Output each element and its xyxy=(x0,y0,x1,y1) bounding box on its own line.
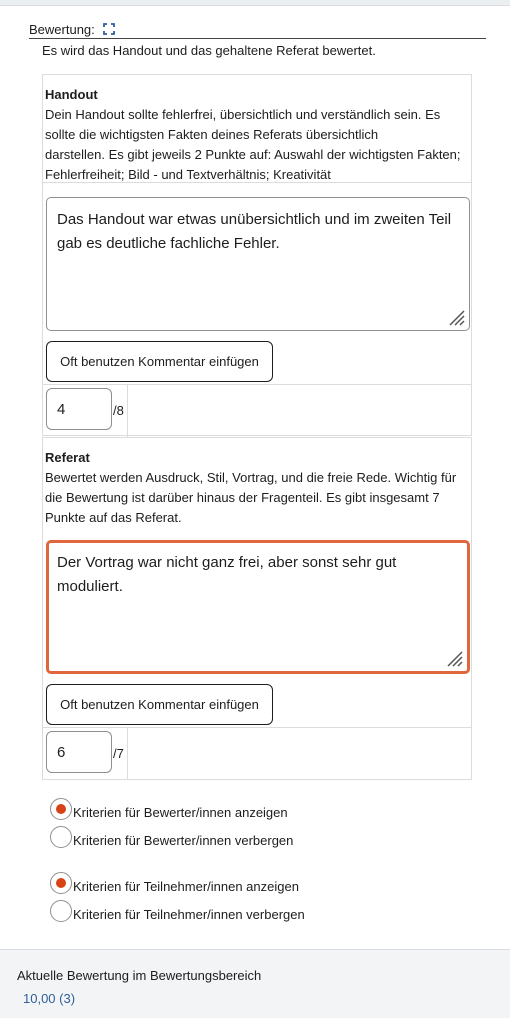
radio-label: Kriterien für Teilnehmer/innen verbergen xyxy=(73,907,305,922)
criterion-header xyxy=(43,75,471,183)
criterion-description: Bewertet werden Ausdruck, Stil, Vortrag, und die freie Rede. Wichtig für die Bewertung ist darüber hinaus der Fragenteil. Es gibt insgesamt 7 Punkte auf das Referat. xyxy=(45,470,457,525)
radio-button[interactable] xyxy=(50,900,72,922)
resize-grip-icon[interactable] xyxy=(447,308,465,326)
remark-textarea[interactable] xyxy=(46,197,470,331)
criterion-title: Referat xyxy=(45,450,90,465)
score-row xyxy=(43,727,471,780)
insert-comment-button[interactable]: Oft benutzen Kommentar einfügen xyxy=(46,684,273,725)
radio-label: Kriterien für Bewerter/innen anzeigen xyxy=(73,805,288,820)
criterion-description: Dein Handout sollte fehlerfrei, übersichtlich und verständlich sein. Es sollte die wichtigsten Fakten deines Referats übersichtlich darstellen. Es gibt jeweils 2 Punkte auf: Auswahl der wichtigsten Fakten; Fehlerfreiheit; Bild - und Textverhältnis; Kreativität xyxy=(45,107,461,182)
score-cell xyxy=(43,385,128,437)
current-grade-value[interactable]: 10,00 (3) xyxy=(23,991,76,1006)
current-grade-footer xyxy=(0,949,510,1018)
radio-label: Kriterien für Bewerter/innen verbergen xyxy=(73,833,294,848)
remark-text: Der Vortrag war nicht ganz frei, aber sonst sehr gut moduliert. xyxy=(57,554,397,595)
criterion-title: Handout xyxy=(45,87,98,102)
remark-textarea[interactable] xyxy=(46,540,470,674)
grading-description: Es wird das Handout und das gehaltene Referat bewertet. xyxy=(42,43,376,58)
score-row xyxy=(43,384,471,437)
radio-button[interactable] xyxy=(50,826,72,848)
current-grade-label: Aktuelle Bewertung im Bewertungsbereich xyxy=(17,968,262,983)
legend-label: Bewertung: xyxy=(29,22,95,37)
score-max: /8 xyxy=(113,403,124,418)
grading-legend xyxy=(29,20,486,39)
remark-text: Das Handout war etwas unübersichtlich und im zweiten Teil gab es deutliche fachliche Fehler. xyxy=(57,211,452,252)
score-input[interactable] xyxy=(46,731,112,773)
score-max: /7 xyxy=(113,746,124,761)
insert-comment-button[interactable]: Oft benutzen Kommentar einfügen xyxy=(46,341,273,382)
criterion-referat xyxy=(42,437,472,780)
resize-grip-icon[interactable] xyxy=(445,649,463,667)
criterion-handout xyxy=(42,74,472,436)
radio-label: Kriterien für Teilnehmer/innen anzeigen xyxy=(73,879,299,894)
top-bar xyxy=(0,0,510,6)
radio-button[interactable] xyxy=(50,798,72,820)
score-input[interactable] xyxy=(46,388,112,430)
score-cell xyxy=(43,728,128,780)
radio-button[interactable] xyxy=(50,872,72,894)
expand-icon[interactable] xyxy=(103,23,115,35)
criterion-header xyxy=(43,438,471,546)
